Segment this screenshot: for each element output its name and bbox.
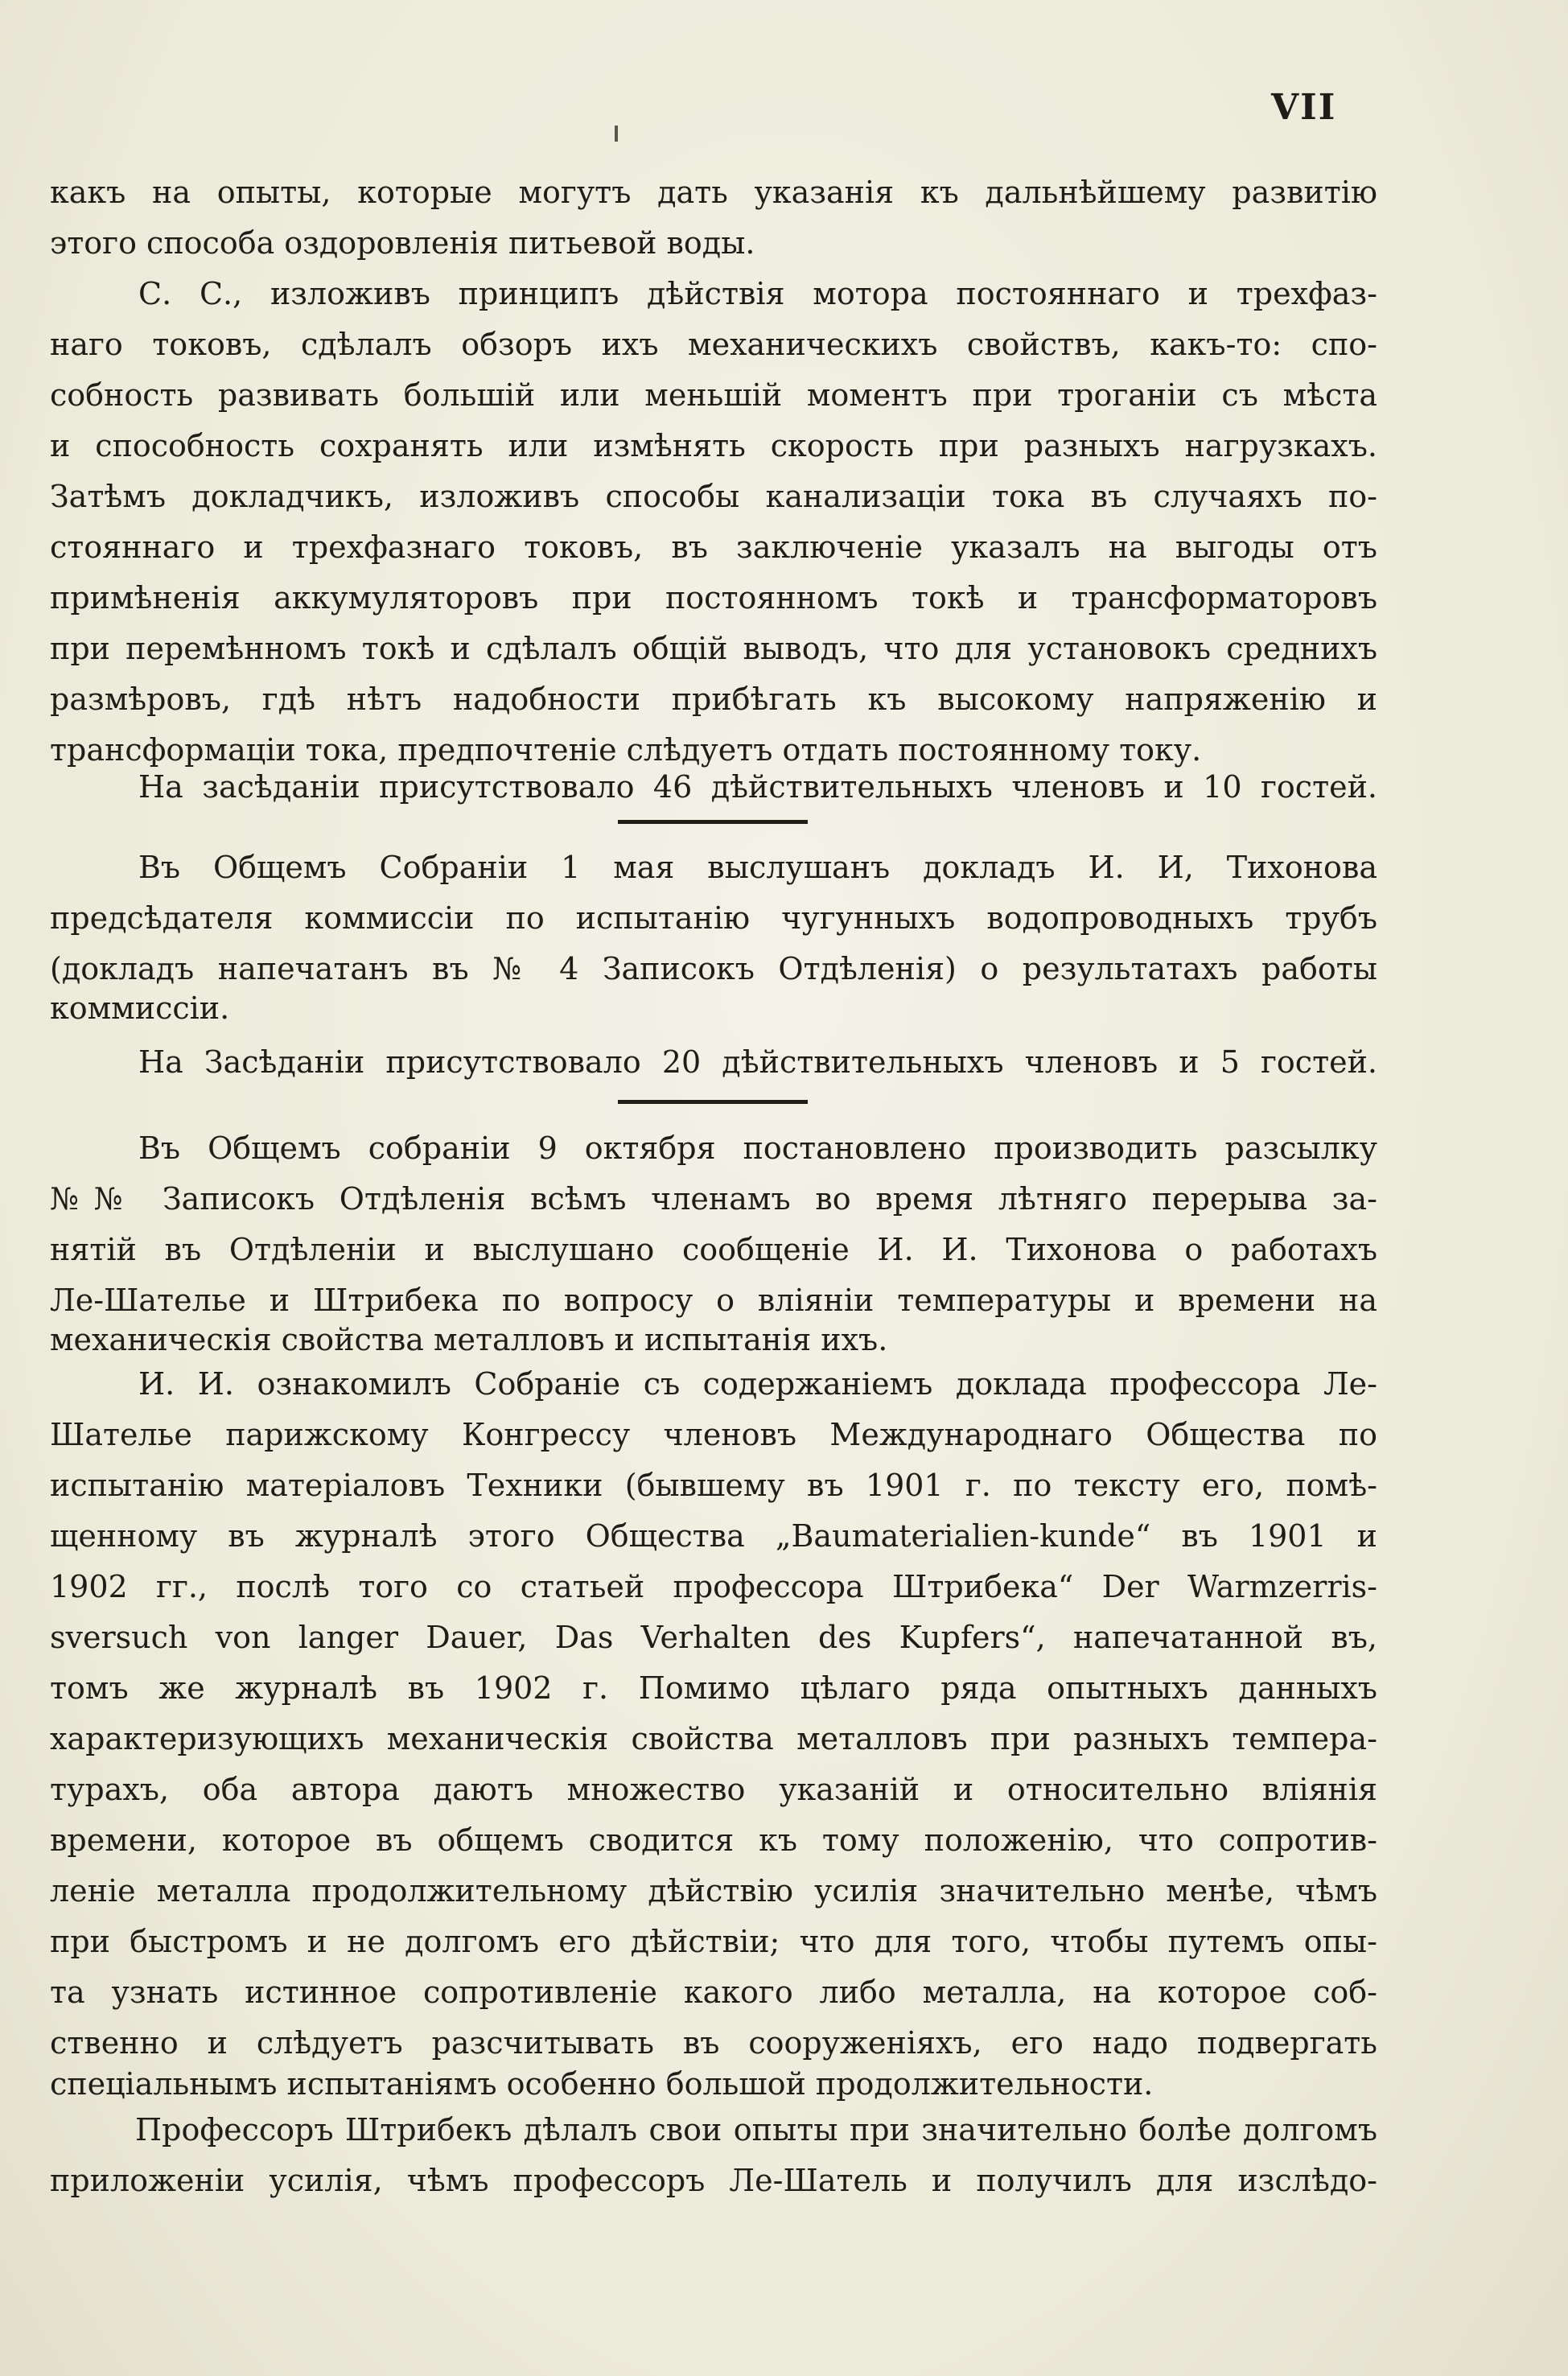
text-line: механическія свойства металловъ и испытанія ихъ. xyxy=(50,1322,888,1357)
text-line: нятій въ Отдѣленіи и выслушано сообщеніе И. И. Тихонова о работахъ xyxy=(50,1232,1377,1267)
text-line: при быстромъ и не долгомъ его дѣйствіи; что для того, чтобы путемъ опы- xyxy=(50,1924,1377,1959)
text-line: этого способа оздоровленія питьевой воды. xyxy=(50,225,755,261)
text-line: С. С., изложивъ принципъ дѣйствія мотора постояннаго и трехфаз- xyxy=(138,276,1377,311)
text-line: 1902 гг., послѣ того со статьей профессора Штрибека“ Der Warmzerris- xyxy=(50,1569,1377,1604)
text-line: Затѣмъ докладчикъ, изложивъ способы канализаціи тока въ случаяхъ по- xyxy=(50,479,1377,514)
text-line: Въ Общемъ Собраніи 1 мая выслушанъ докладъ И. И, Тихонова xyxy=(138,850,1377,885)
text-line: sversuch von langer Dauer, Das Verhalten des Kupfers“, напечатанной въ, xyxy=(50,1620,1377,1655)
text-line: щенному въ журналѣ этого Общества „Baumaterialien-kunde“ въ 1901 и xyxy=(50,1518,1377,1554)
text-line: испытанію матеріаловъ Техники (бывшему въ 1901 г. по тексту его, помѣ- xyxy=(50,1468,1377,1503)
text-line: Шателье парижскому Конгрессу членовъ Международнаго Общества по xyxy=(50,1417,1377,1452)
text-line: и способность сохранять или измѣнять скорость при разныхъ нагрузкахъ. xyxy=(50,428,1377,463)
text-line: размѣровъ, гдѣ нѣтъ надобности прибѣгать къ высокому напряженію и xyxy=(50,682,1377,717)
text-line: стояннаго и трехфазнаго токовъ, въ заключеніе указалъ на выгоды отъ xyxy=(50,529,1377,565)
text-line: характеризующихъ механическія свойства металловъ при разныхъ темпера- xyxy=(50,1721,1377,1756)
section-divider xyxy=(618,1100,808,1104)
text-line: ственно и слѣдуетъ разсчитывать въ сооруженіяхъ, его надо подвергать xyxy=(50,2025,1377,2061)
attendance-line: На засѣданіи присутствовало 46 дѣйствительныхъ членовъ и 10 гостей. xyxy=(138,769,1377,805)
text-line: какъ на опыты, которые могутъ дать указанія къ дальнѣйшему развитію xyxy=(50,175,1377,210)
text-line: коммиссіи. xyxy=(50,990,230,1026)
text-line: собность развивать большій или меньшій моментъ при троганіи съ мѣста xyxy=(50,377,1377,413)
text-line: приложеніи усилія, чѣмъ профессоръ Ле-Шатель и получилъ для изслѣдо- xyxy=(50,2163,1377,2198)
page-number: VII xyxy=(1271,87,1337,128)
section-divider xyxy=(618,820,808,824)
text-line: И. И. ознакомилъ Собраніе съ содержаніемъ доклада профессора Ле- xyxy=(138,1366,1377,1402)
text-line: спеціальнымъ испытаніямъ особенно большой продолжительности. xyxy=(50,2066,1154,2102)
text-line: та узнать истинное сопротивленіе какого либо металла, на которое соб- xyxy=(50,1975,1377,2010)
text-line: наго токовъ, сдѣлалъ обзоръ ихъ механическихъ свойствъ, какъ-то: спо- xyxy=(50,327,1377,362)
text-line: (докладъ напечатанъ въ № 4 Записокъ Отдѣленія) о результатахъ работы xyxy=(50,951,1377,986)
text-line: Въ Общемъ собраніи 9 октября постановлено производить разсылку xyxy=(138,1130,1377,1166)
text-line: предсѣдателя коммиссіи по испытанію чугунныхъ водопроводныхъ трубъ xyxy=(50,900,1377,936)
text-line: трансформаціи тока, предпочтеніе слѣдуетъ отдать постоянному току. xyxy=(50,732,1202,768)
text-line: №№ Записокъ Отдѣленія всѣмъ членамъ во время лѣтняго перерыва за- xyxy=(50,1181,1377,1217)
ink-mark xyxy=(615,126,618,142)
text-line: томъ же журналѣ въ 1902 г. Помимо цѣлаго ряда опытныхъ данныхъ xyxy=(50,1670,1377,1706)
text-line: Профессоръ Штрибекъ дѣлалъ свои опыты при значительно болѣе долгомъ xyxy=(135,2112,1377,2147)
text-line: леніе металла продолжительному дѣйствію усилія значительно менѣе, чѣмъ xyxy=(50,1873,1377,1909)
text-line: при перемѣнномъ токѣ и сдѣлалъ общій выводъ, что для установокъ среднихъ xyxy=(50,631,1377,666)
text-line: времени, которое въ общемъ сводится къ тому положенію, что сопротив- xyxy=(50,1822,1377,1858)
text-line: Ле-Шателье и Штрибека по вопросу о вліяніи температуры и времени на xyxy=(50,1283,1377,1318)
text-line: турахъ, оба автора даютъ множество указаній и относительно вліянія xyxy=(50,1772,1377,1807)
attendance-line: На Засѣданіи присутствовало 20 дѣйствительныхъ членовъ и 5 гостей. xyxy=(138,1044,1377,1080)
text-line: примѣненія аккумуляторовъ при постоянномъ токѣ и трансформаторовъ xyxy=(50,580,1377,616)
